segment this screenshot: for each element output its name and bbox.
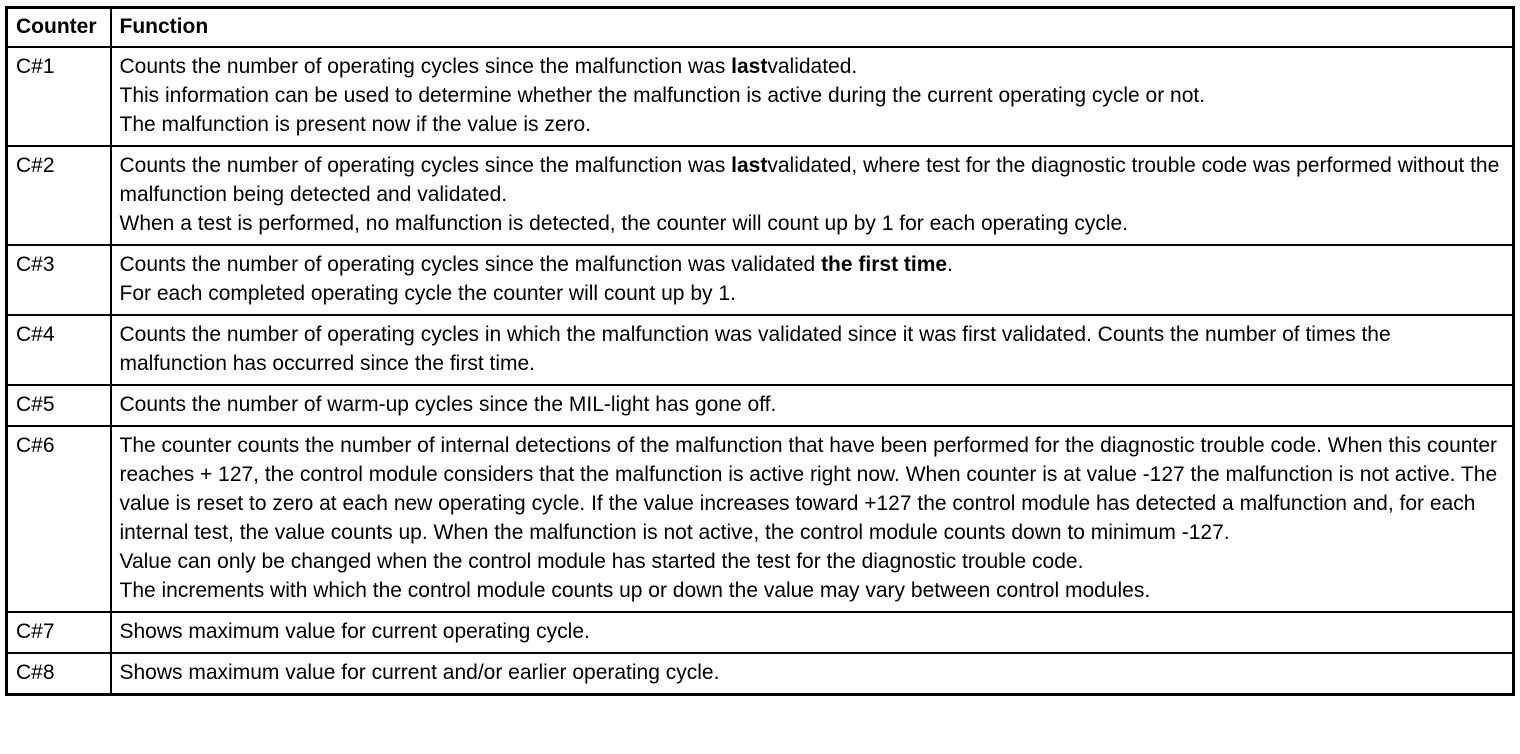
function-cell (111, 653, 1514, 695)
table-row (7, 245, 1514, 315)
function-paragraph: Value can only be changed when the control module has started the test for the diagnostic trouble code. (119, 550, 1084, 573)
function-paragraph: For each completed operating cycle the counter will count up by 1. (119, 282, 736, 305)
function-cell (111, 47, 1514, 146)
function-paragraph: Shows maximum value for current and/or earlier operating cycle. (119, 661, 720, 684)
function-paragraph: Counts the number of warm-up cycles since the MIL-light has gone off. (119, 393, 777, 416)
counter-cell: C#6 (7, 426, 111, 612)
counter-function-table (5, 6, 1515, 696)
function-column-header: Function (111, 8, 1514, 48)
table-row (7, 47, 1514, 146)
counter-cell: C#8 (7, 653, 111, 695)
function-paragraph: The counter counts the number of internal detections of the malfunction that have been performed for the diagnostic trouble code. When this counter reaches + 127, the control module considers that the malfunction is active right now. When counter is at value -127 the malfunction is not active. The value is reset to zero at each new operating cycle. If the value increases toward +127 the control module has detected a malfunction and, for each internal test, the value counts up. When the malfunction is not active, the control module counts down to minimum -127. (119, 434, 1498, 544)
function-cell (111, 146, 1514, 245)
function-paragraph: This information can be used to determine whether the malfunction is active during the current operating cycle or not. (119, 84, 1206, 107)
function-paragraph: When a test is performed, no malfunction is detected, the counter will count up by 1 for each operating cycle. (119, 212, 1129, 235)
table-row (7, 653, 1514, 695)
function-paragraph: Counts the number of operating cycles in which the malfunction was validated since it was first validated. Counts the number of times the malfunction has occurred since the first time. (119, 323, 1391, 375)
table-body (7, 47, 1514, 695)
function-paragraph: Counts the number of operating cycles since the malfunction was lastvalidated. (119, 55, 858, 78)
function-cell (111, 426, 1514, 612)
table-row (7, 146, 1514, 245)
function-paragraph: Counts the number of operating cycles since the malfunction was lastvalidated, where test for the diagnostic trouble code was performed without the malfunction being detected and validated. (119, 154, 1500, 206)
counter-cell: C#3 (7, 245, 111, 315)
counter-cell: C#7 (7, 612, 111, 653)
counter-column-header: Counter (7, 8, 111, 48)
function-paragraph: The increments with which the control module counts up or down the value may vary between control modules. (119, 579, 1151, 602)
table-row (7, 612, 1514, 653)
function-paragraph: Shows maximum value for current operating cycle. (119, 620, 590, 643)
table-row (7, 315, 1514, 385)
counter-cell: C#2 (7, 146, 111, 245)
header-row (7, 8, 1514, 48)
function-cell (111, 245, 1514, 315)
function-cell (111, 315, 1514, 385)
counter-cell: C#5 (7, 385, 111, 426)
function-paragraph: Counts the number of operating cycles since the malfunction was validated the first time. (119, 253, 953, 276)
counter-cell: C#1 (7, 47, 111, 146)
counter-cell: C#4 (7, 315, 111, 385)
table-row (7, 385, 1514, 426)
table-header (7, 8, 1514, 48)
table-row (7, 426, 1514, 612)
function-cell (111, 385, 1514, 426)
function-cell (111, 612, 1514, 653)
function-paragraph: The malfunction is present now if the value is zero. (119, 113, 592, 136)
